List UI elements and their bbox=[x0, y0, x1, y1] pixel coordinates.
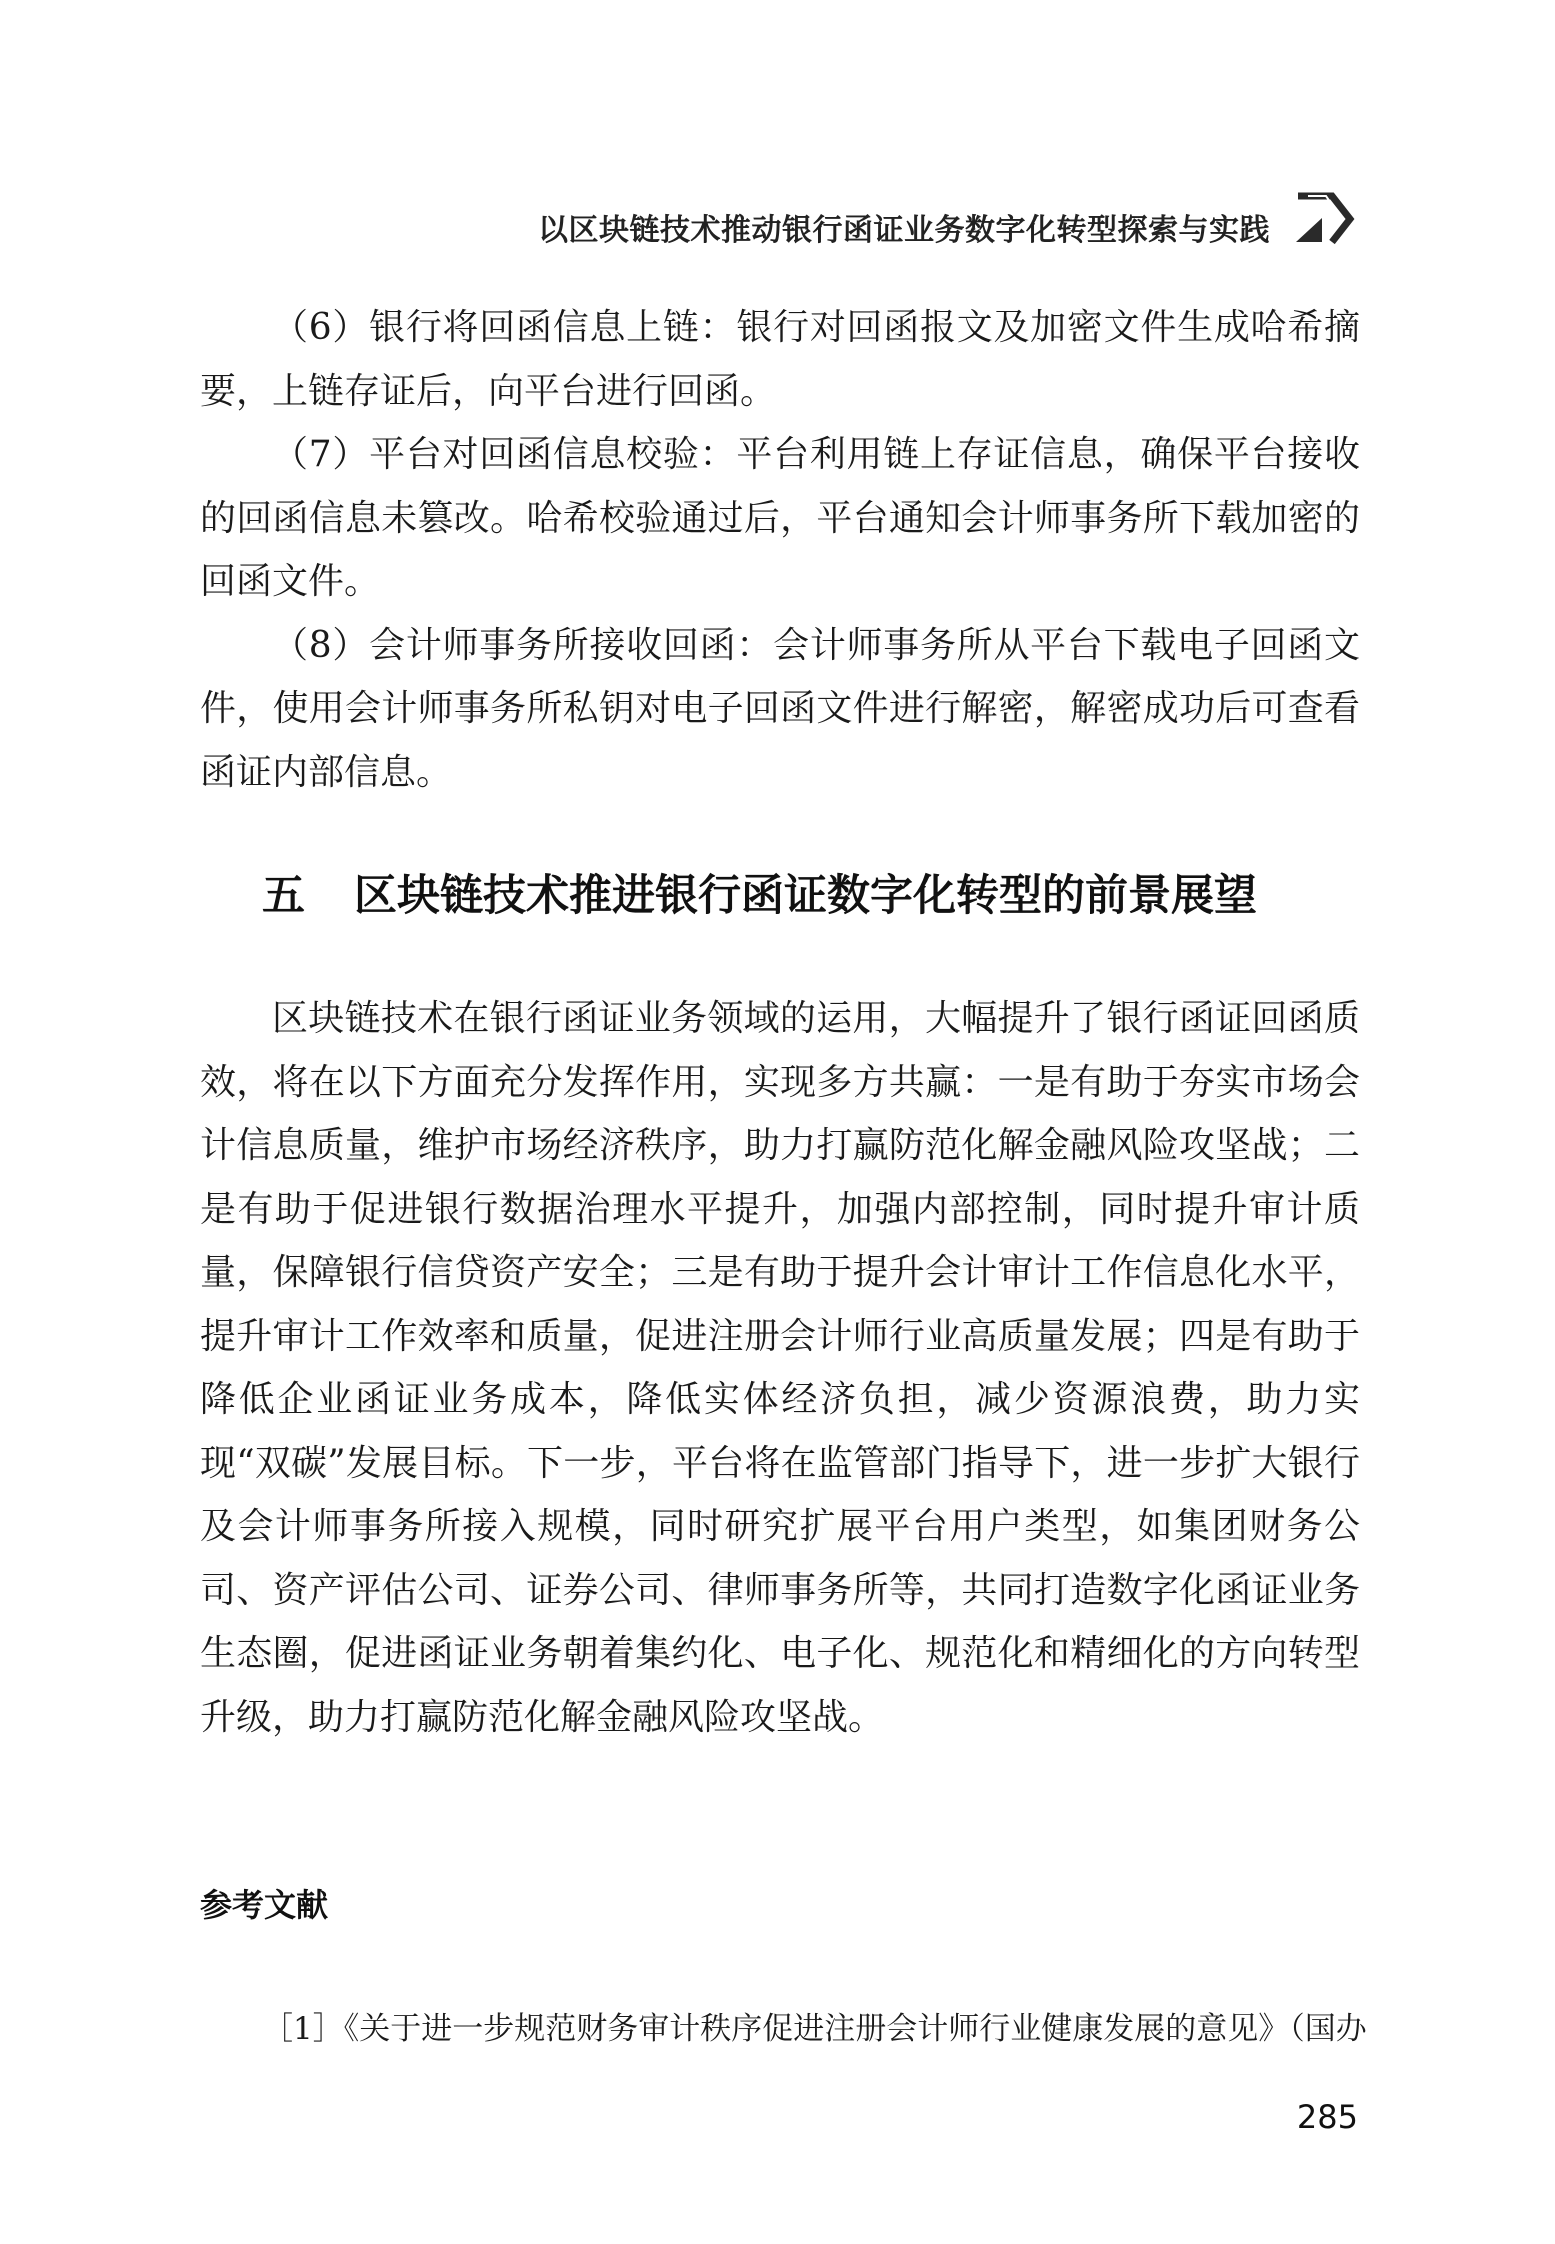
section-title: 区块链技术推进银行函证数字化转型的前景展望 bbox=[354, 871, 1257, 921]
running-header-title: 以区块链技术推动银行函证业务数字化转型探索与实践 bbox=[538, 213, 1270, 248]
step-6-paragraph: （6）银行将回函信息上链：银行对回函报文及加密文件生成哈希摘要，上链存证后，向平台进行回函。 bbox=[200, 307, 1360, 412]
section-body bbox=[200, 987, 1360, 1749]
steps-list bbox=[200, 296, 1360, 804]
reference-item-1: ［1］《关于进一步规范财务审计秩序促进注册会计师行业健康发展的意见》（国办 bbox=[262, 2011, 1367, 2047]
chevron-bracket-logo-icon bbox=[1292, 190, 1364, 248]
references-heading: 参考文献 bbox=[200, 1886, 329, 1924]
page-number: 285 bbox=[1296, 2098, 1358, 2136]
section-number: 五 bbox=[262, 871, 305, 921]
step-8-paragraph: （8）会计师事务所接收回函：会计师事务所从平台下载电子回函文件，使用会计师事务所私钥对电子回函文件进行解密，解密成功后可查看函证内部信息。 bbox=[200, 624, 1360, 793]
step-7-paragraph: （7）平台对回函信息校验：平台利用链上存证信息，确保平台接收的回函信息未篡改。哈希校验通过后，平台通知会计师事务所下载加密的回函文件。 bbox=[200, 434, 1360, 602]
section-heading bbox=[262, 862, 1257, 923]
section-body-paragraph: 区块链技术在银行函证业务领域的运用，大幅提升了银行函证回函质效，将在以下方面充分发挥作用，实现多方共赢：一是有助于夯实市场会计信息质量，维护市场经济秩序，助力打赢防范化解金融风险攻坚战；二是有助于促进银行数据治理水平提升，加强内部控制，同时提升审计质量，保障银行信贷资产安全；三是有助于提升会计审计工作信息化水平，提升审计工作效率和质量，促进注册会计师行业高质量发展；四是有助于降低企业函证业务成本，降低实体经济负担，减少资源浪费，助力实现“双碳”发展目标。下一步，平台将在监管部门指导下，进一步扩大银行及会计师事务所接入规模，同时研究扩展平台用户类型，如集团财务公司、资产评估公司、证券公司、律师事务所等，共同打造数字化函证业务生态圈，促进函证业务朝着集约化、电子化、规范化和精细化的方向转型升级，助力打赢防范化解金融风险攻坚战。 bbox=[200, 998, 1360, 1738]
